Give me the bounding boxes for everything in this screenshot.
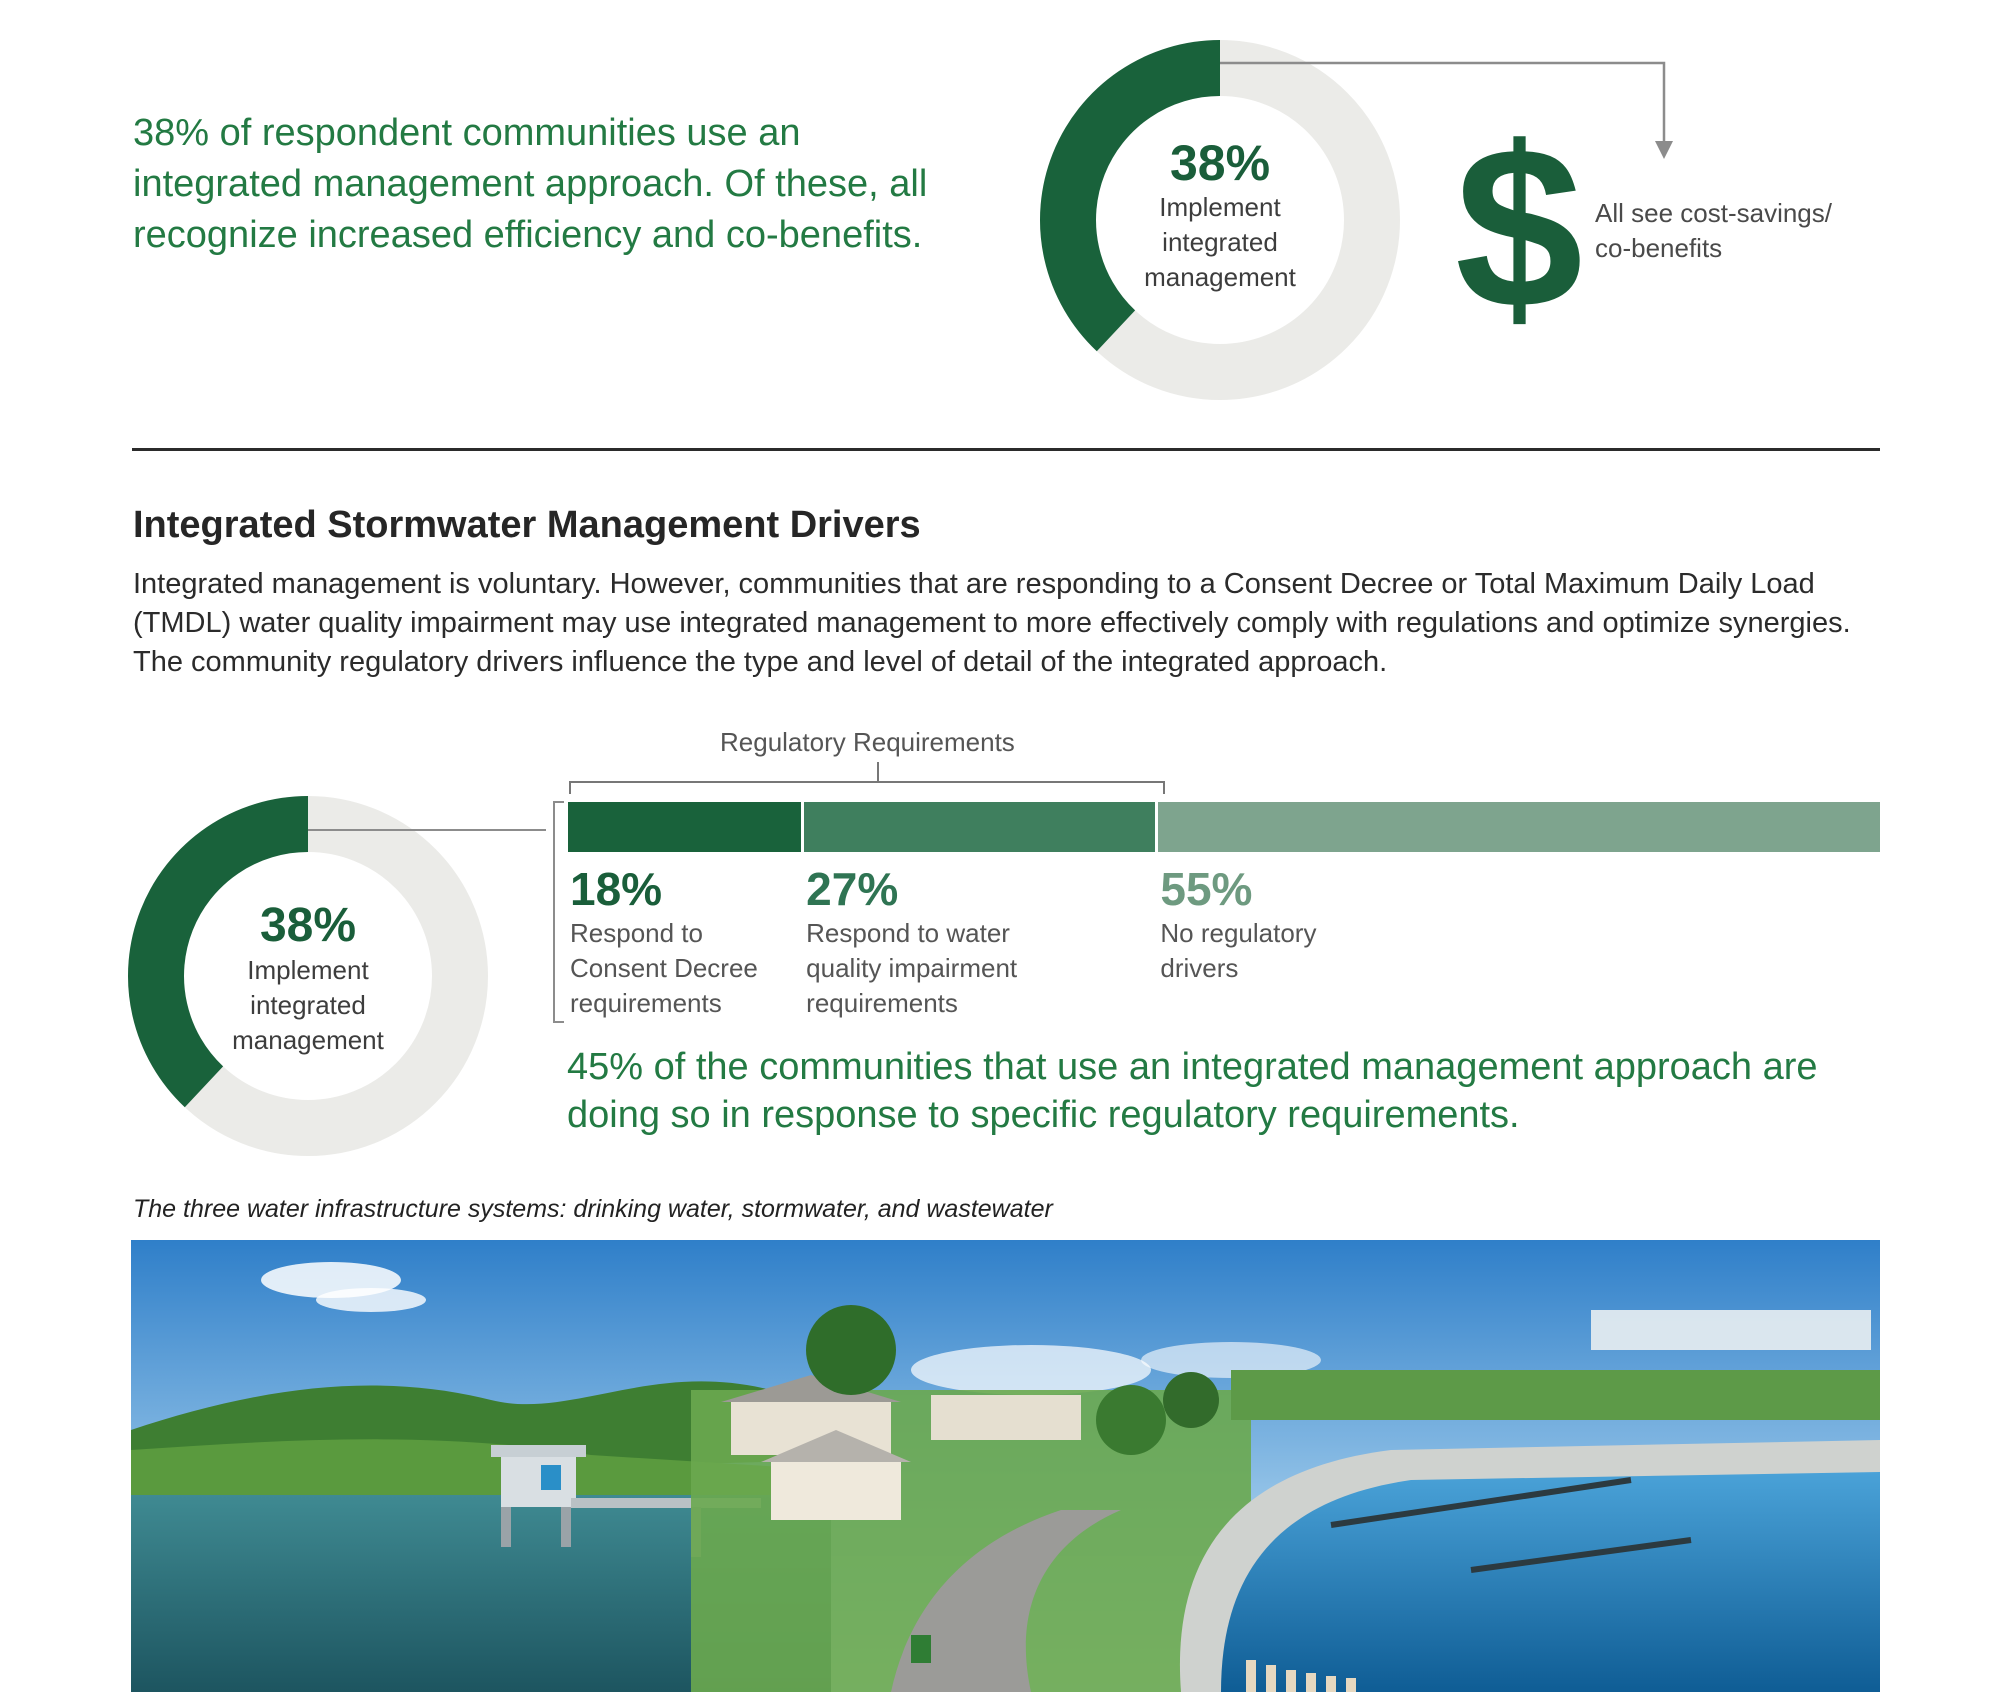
bar-segment-category: requirements xyxy=(806,988,958,1018)
intake-tower xyxy=(501,1455,576,1507)
treatment-walkway xyxy=(1591,1310,1871,1350)
photo-caption: The three water infrastructure systems: drinking water, stormwater, and wastewater xyxy=(133,1195,1053,1223)
bar-segment-category: Respond to xyxy=(570,918,703,948)
bar-segment-category: requirements xyxy=(570,988,722,1018)
drivers-segment-labels xyxy=(568,862,1880,1042)
top-donut-label-line: integrated xyxy=(1162,227,1278,257)
connector-arrow xyxy=(1218,55,1678,165)
cloud xyxy=(316,1288,426,1312)
bar-segment-value: 27% xyxy=(806,863,899,915)
tree xyxy=(1163,1372,1219,1428)
house xyxy=(931,1395,1081,1440)
cloud xyxy=(911,1345,1151,1395)
bar-segment-value: 55% xyxy=(1160,863,1253,915)
wheelie-bin xyxy=(911,1635,931,1663)
bar-segment-label-3 xyxy=(1160,862,1420,986)
drivers-donut-pct: 38% xyxy=(259,899,357,952)
regulatory-requirements-label: Regulatory Requirements xyxy=(720,727,1015,757)
top-donut-label-line: management xyxy=(1144,262,1296,292)
bar-segment-2 xyxy=(804,802,1155,852)
top-donut-pct: 38% xyxy=(1169,135,1271,191)
savings-text xyxy=(1595,196,1895,266)
drivers-donut-label-line: management xyxy=(232,1025,384,1055)
bar-segment-value: 18% xyxy=(570,863,663,915)
drivers-stacked-bar xyxy=(568,802,1880,852)
bar-segment-category: drivers xyxy=(1160,953,1239,983)
water-infrastructure-photo xyxy=(131,1240,1880,1692)
bar-segment-category: No regulatory xyxy=(1160,918,1317,948)
drivers-connector xyxy=(306,790,566,1030)
drivers-donut-label-line: integrated xyxy=(250,990,366,1020)
treeline xyxy=(1231,1370,1880,1420)
dollar-sign-icon: $ xyxy=(1455,99,1583,356)
top-statement: 38% of respondent communities use an integrated management approach. Of these, all recognize increased efficiency and co-benefits. xyxy=(133,112,928,256)
bar-segment-category: Respond to water xyxy=(806,918,1010,948)
section-body: Integrated management is voluntary. However, communities that are responding to a Consent Decree or Total Maximum Daily Load (TMDL) water quality impairment may use integrated management to more effectively comply with regulations and optimize synergies. The community regulatory drivers influence the type and level of detail of the integrated approach. xyxy=(133,568,1851,678)
tree xyxy=(1096,1385,1166,1455)
top-donut-label-line: Implement xyxy=(1159,192,1281,222)
house xyxy=(771,1460,901,1520)
drivers-statement: 45% of the communities that use an integrated management approach are doing so in response to specific regulatory requirements. xyxy=(567,1046,1818,1136)
bar-segment-3 xyxy=(1158,802,1880,852)
top-donut-label xyxy=(1100,190,1340,295)
savings-text-line: co-benefits xyxy=(1595,233,1723,263)
section-title: Integrated Stormwater Management Drivers xyxy=(133,504,921,546)
bar-segment-label-2 xyxy=(806,862,1066,1021)
bar-segment-1 xyxy=(568,802,801,852)
bar-segment-label-1 xyxy=(570,862,806,1021)
tree xyxy=(806,1305,896,1395)
savings-text-line: All see cost-savings/ xyxy=(1595,198,1832,228)
regulatory-bracket xyxy=(568,760,1168,796)
arrow-head-icon xyxy=(1655,141,1673,159)
section-divider xyxy=(132,448,1880,451)
drivers-donut-label-line: Implement xyxy=(247,955,369,985)
bar-segment-category: Consent Decree xyxy=(570,953,758,983)
bar-segment-category: quality impairment xyxy=(806,953,1018,983)
